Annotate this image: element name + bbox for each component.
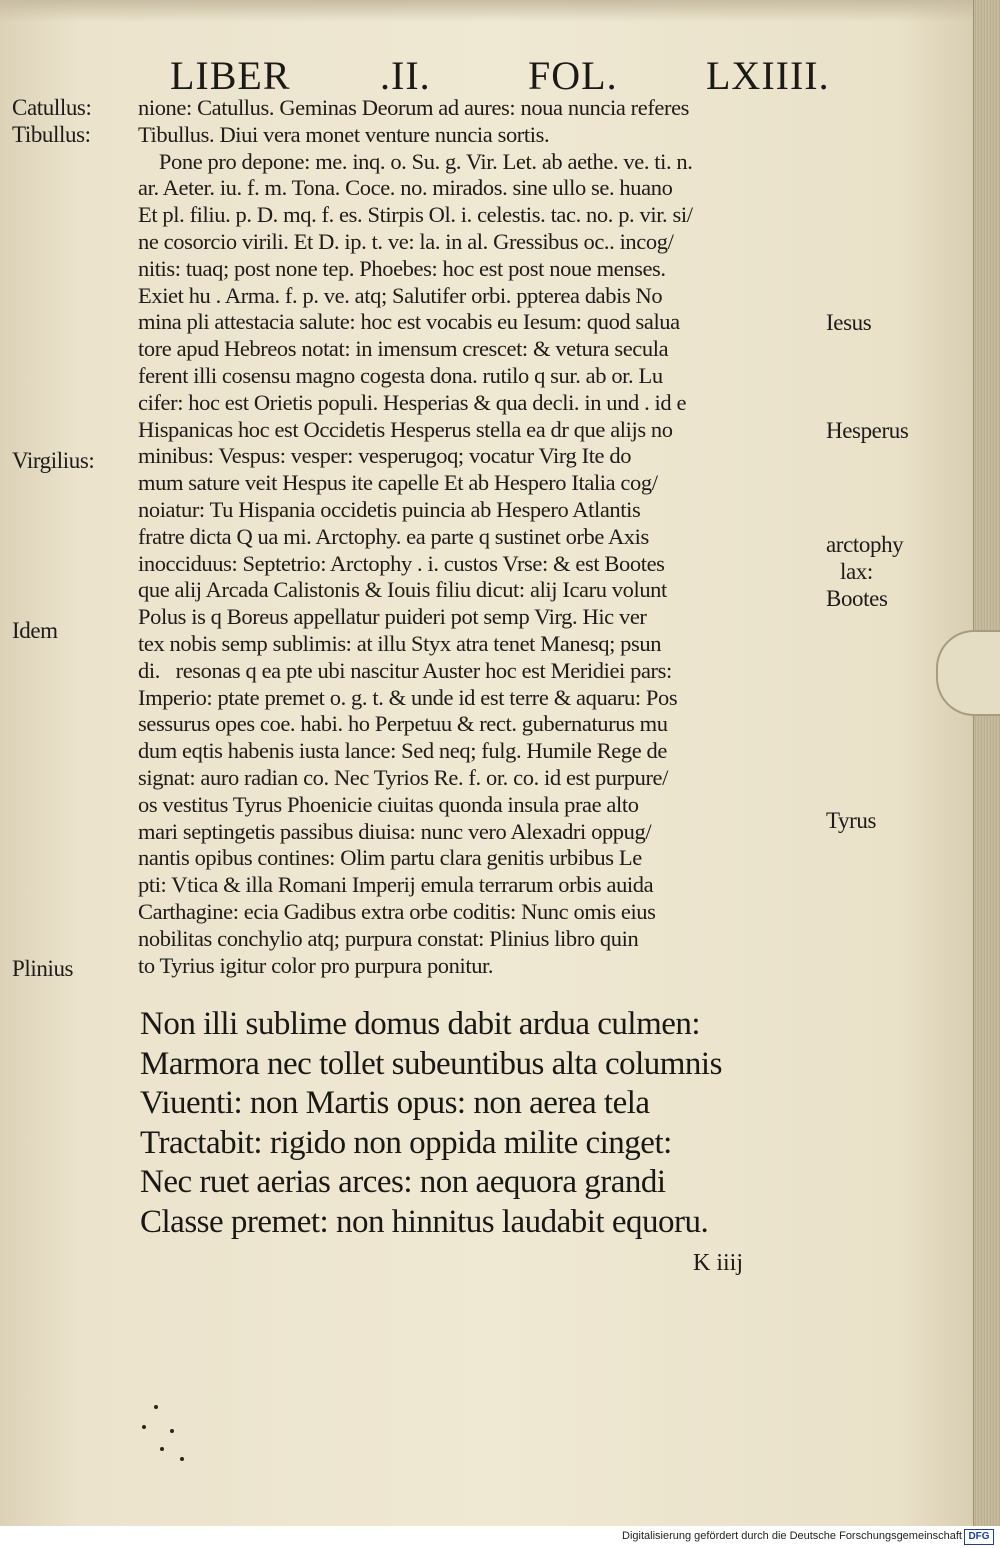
margin-note-catullus: Catullus: <box>12 95 92 120</box>
commentary-line: ferent illi cosensu magno cogesta dona. rutilo q sur. ab or. Lu <box>138 362 663 388</box>
margin-note-hesperus: Hesperus <box>826 418 909 443</box>
commentary-line: tex nobis semp sublimis: at illu Styx atra tenet Manesq; psun <box>138 630 662 656</box>
margin-note-arctophylax-cont: lax: <box>840 559 873 584</box>
signature-mark: K iiij <box>693 1250 744 1276</box>
header-fol: FOL. <box>528 53 618 98</box>
commentary-line: os vestitus Tyrus Phoenicie ciuitas quonda insula prae alto <box>138 791 639 817</box>
commentary-line: mina pli attestacia salute: hoc est vocabis eu Iesum: quod salua <box>138 309 680 335</box>
commentary-line: que alij Arcada Calistonis & Iouis filiu dicut: alij Icaru volunt <box>138 577 667 603</box>
commentary-line: to Tyrius igitur color pro purpura ponitur. <box>138 952 494 978</box>
margin-note-bootes: Bootes <box>826 586 888 611</box>
commentary-line: mari septingetis passibus diuisa: nunc vero Alexadri oppug/ <box>138 818 652 844</box>
commentary-line: nobilitas conchylio atq; purpura constat: Plinius libro quin <box>138 925 639 951</box>
verse-line: Marmora nec tollet subeuntibus alta columnis <box>140 1045 722 1082</box>
header-book-number: .II. <box>380 53 431 98</box>
commentary-line: di. resonas q ea pte ubi nascitur Auster hoc est Meridiei pars: <box>138 657 672 683</box>
footer-funding-text: Digitalisierung gefördert durch die Deutsche Forschungsgemeinschaft <box>622 1530 962 1542</box>
commentary-line: pti: Vtica & illa Romani Imperij emula terrarum orbis auida <box>138 872 654 898</box>
footer-bar <box>0 1526 1000 1548</box>
commentary-line: Hispanicas hoc est Occidetis Hesperus stella ea dr que alijs no <box>138 416 673 442</box>
commentary-line: minibus: Vespus: vesper: vesperugoq; vocatur Virg Ite do <box>138 443 632 469</box>
commentary-line: tore apud Hebreos notat: in imensum crescet: & vetura secula <box>138 336 669 362</box>
verse-line: Non illi sublime domus dabit ardua culmen: <box>140 1006 701 1042</box>
verse-line: Viuenti: non Martis opus: non aerea tela <box>140 1085 650 1121</box>
commentary-line: cifer: hoc est Orietis populi. Hesperias & qua decli. in und . id e <box>138 389 687 415</box>
margin-note-arctophylax: arctophy <box>826 532 904 557</box>
bookmark-tab <box>936 630 1000 716</box>
verse-line: Classe premet: non hinnitus laudabit equoru. <box>140 1203 709 1240</box>
commentary-line: Et pl. filiu. p. D. mq. f. es. Stirpis Ol. i. celestis. tac. no. p. vir. si/ <box>138 202 693 228</box>
commentary-line: nitis: tuaq; post none tep. Phoebes: hoc est post noue menses. <box>138 255 666 281</box>
commentary-line: Polus is q Boreus appellatur puideri pot semp Virg. Hic ver <box>138 604 647 630</box>
header-folio-number: LXIIII. <box>706 53 830 98</box>
verse-line: Nec ruet aerias arces: non aequora grandi <box>140 1164 666 1200</box>
commentary-line: inocciduus: Septetrio: Arctophy . i. custos Vrse: & est Bootes <box>138 550 665 576</box>
commentary-line: mum sature veit Hespus ite capelle Et ab Hespero Italia cog/ <box>138 470 658 496</box>
margin-note-tyrus: Tyrus <box>826 808 877 833</box>
dfg-logo-icon: DFG <box>964 1529 994 1545</box>
margin-note-virgilius: Virgilius: <box>12 448 95 473</box>
commentary-line: Pone pro depone: me. inq. o. Su. g. Vir. Let. ab aethe. ve. ti. n. <box>138 148 693 174</box>
commentary-line: dum eqtis habenis iusta lance: Sed neq; fulg. Humile Rege de <box>138 738 667 764</box>
commentary-line: ne cosorcio virili. Et D. ip. t. ve: la. in al. Gressibus oc.. incog/ <box>138 228 674 254</box>
commentary-line: Carthagine: ecia Gadibus extra orbe coditis: Nunc omis eius <box>138 898 656 924</box>
commentary-line: sessurus opes coe. habi. ho Perpetuu & rect. gubernaturus mu <box>138 711 668 737</box>
verse-line: Tractabit: rigido non oppida milite cinget: <box>140 1124 672 1161</box>
commentary-line: Tibullus. Diui vera monet venture nuncia sortis. <box>138 121 550 147</box>
verse-text <box>140 1005 840 1242</box>
commentary-line: nantis opibus contines: Olim partu clara genitis urbibus Le <box>138 845 642 871</box>
commentary-line: fratre dicta Q ua mi. Arctophy. ea parte q sustinet orbe Axis <box>138 523 649 549</box>
commentary-line: Imperio: ptate premet o. g. t. & unde id est terre & aquaru: Pos <box>138 684 678 710</box>
commentary-line: ar. Aeter. iu. f. m. Tona. Coce. no. mirados. sine ullo se. huano <box>138 175 673 201</box>
margin-note-plinius: Plinius <box>12 956 74 981</box>
margin-note-tibullus: Tibullus: <box>12 122 91 147</box>
header-liber: LIBER <box>170 53 291 98</box>
commentary-line: nione: Catullus. Geminas Deorum ad aures: noua nuncia referes <box>138 95 690 120</box>
margin-note-idem: Idem <box>12 618 58 643</box>
commentary-text <box>138 95 818 979</box>
commentary-line: noiatur: Tu Hispania occidetis puincia ab Hespero Atlantis <box>138 496 641 522</box>
page-edge <box>973 0 1000 1526</box>
page-top-shadow <box>0 0 1000 22</box>
commentary-line: signat: auro radian co. Nec Tyrios Re. f. or. co. id est purpure/ <box>138 764 668 790</box>
commentary-line: Exiet hu . Arma. f. p. ve. atq; Salutifer orbi. ppterea dabis No <box>138 282 663 308</box>
margin-note-iesus: Iesus <box>826 310 872 335</box>
